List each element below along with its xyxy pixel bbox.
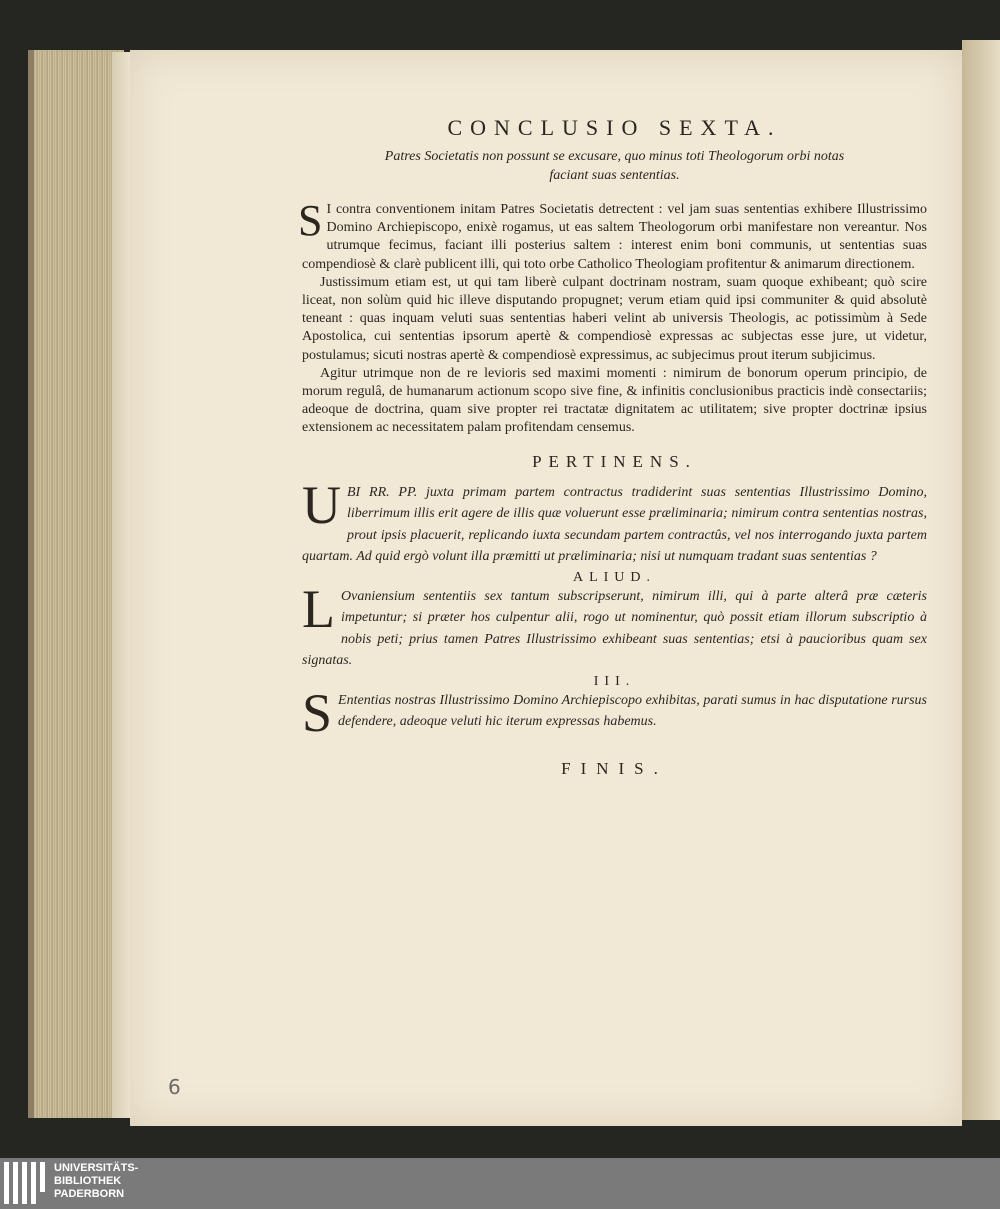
pertinens-paragraph [302,474,927,568]
iii-paragraph [302,682,927,743]
section-title-iii: III. [593,673,636,689]
iii-text: Ententias nostras Illustrissimo Domino Archiepiscopo exhibitas, parati sumus in hac disputatione rursus defendere, adeoque veluti hic iterum expressas habemus. [338,692,927,730]
library-footer [0,1158,1000,1209]
facing-page-edge [962,40,1000,1120]
paragraph-1-text: I contra conventionem initam Patres Societatis detrectent : vel jam suas sententias exhibere Illustrissimo Domino Archiepiscopo, enixè rogamus, ut eas saltem Theologorum orbi manifestare non vereantur. Nos utrumque fecimus, faciant illi posterius saltem : interest enim boni communis, ut sententias suas compendiosè & clarè publicent illi, qui toto orbe Catholico Theologiam profitentur & animarum directionem. [302,202,927,272]
pertinens-text: BI RR. PP. juxta primam partem contractus tradiderint suas sententias Illustrissimo Domino, liberrimum illis erit agere de illis quæ voluerunt esse præliminaria; nimirum contra sententias nostras, prout ipsis placuerit, replicando iuxta secundam partem contractûs, vel nos interrogando juxta partem quartam. Ad quid ergò volunt illa præmitti ut præliminaria; nisi ut numquam tradant suas sententias ? [302,484,927,565]
library-logo-icon [4,1162,48,1204]
library-name [54,1162,138,1201]
aliud-paragraph [302,578,927,672]
subheading-line-2: faciant suas sententias. [549,168,680,183]
library-name-line-2: BIBLIOTHEK [54,1175,122,1187]
page-text [298,115,927,779]
page-heading: CONCLUSIO SEXTA. [447,115,782,140]
paragraph-1 [298,196,927,274]
margin-pencil-mark: 6 [168,1075,181,1099]
library-name-line-3: PADERBORN [54,1188,125,1200]
section-title-aliud: ALIUD. [572,569,657,585]
dropcap-s: S [298,196,323,245]
aliud-text: Ovaniensium sententiis sex tantum subscripserunt, nimirum illi, qui à parte alterâ præ cæteris impetuntur; si præter hos culpentur alii, rogo ut nominentur, quò possit etiam illorum subscriptio à nobis peti; prius tamen Patres Illustrissimo exhibeant suas sententias; etsi à paucioribus quam sex signatas. [302,588,927,669]
paragraph-3: Agitur utrimque non de re levioris sed maximi momenti : nimirum de bonorum operum principio, de morum regulâ, de humanarum actionum scopo sive fine, & infinitis conclusionibus practicis indè consectariis; adeoque de doctrina, quam sive propter rei tractatæ dignitatem ac utilitatem; sive propter doctrinæ ipsius extensionem ac necessitatem palam profitendam censemus. [302,365,927,436]
library-name-line-1: UNIVERSITÄTS- [54,1162,139,1174]
dropcap-s-iii: S [302,682,333,743]
dropcap-u: U [302,474,341,535]
page-subheading [302,147,927,185]
dropcap-l: L [302,578,335,639]
paragraph-2: Justissimum etiam est, ut qui tam liberè culpant doctrinam nostram, suam quoque exhibeant; quò scire liceat, non solùm quid hic illeve disputando propugnet; verum etiam quid ipsi communiter & quid absolutè teneant : quas inquam veluti suas sententias haberi velint ab universis Theologis, ac potissimùm à Sede Apostolica, cui sententias ipsorum apertè & compendiosè expressas ac subjectas esse jure, ut videtur, postulamus; sicuti nostras apertè & compendiosè expressimus, ac subjecimus prout iterum subjicimus. [302,274,927,363]
book-page-edges [28,50,124,1118]
section-title-pertinens: PERTINENS. [532,451,697,471]
finis-title: FINIS. [561,758,668,778]
subheading-line-1: Patres Societatis non possunt se excusare, quo minus toti Theologorum orbi notas [384,149,845,164]
